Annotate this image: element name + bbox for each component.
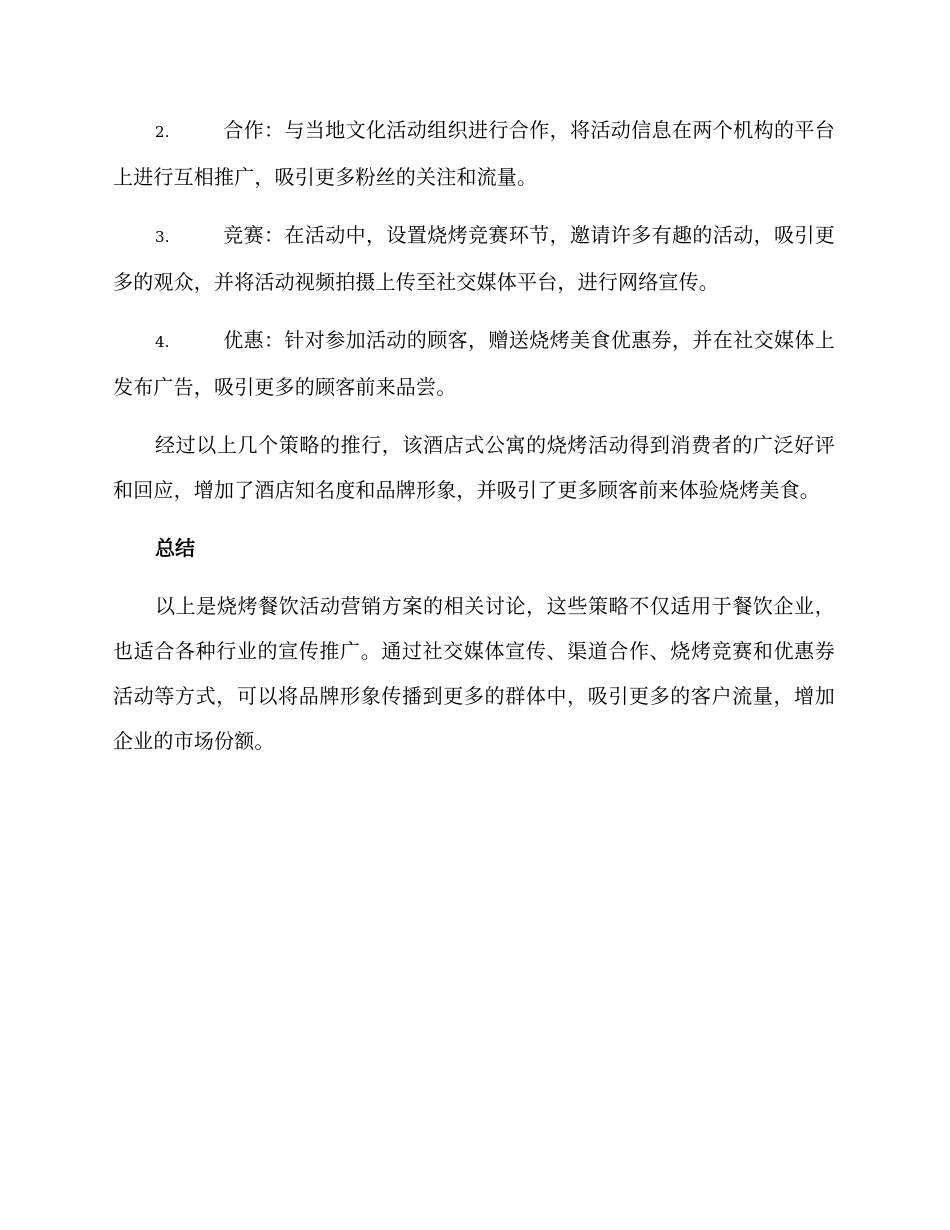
summary-heading: 总结 bbox=[155, 536, 195, 560]
list-item-cooperation bbox=[113, 108, 835, 200]
list-item-text: 合作：与当地文化活动组织进行合作，将活动信息在两个机构的平台上进行互相推广，吸引更多粉丝的关注和流量。 bbox=[113, 118, 835, 189]
document-page bbox=[113, 108, 835, 777]
summary-paragraph: 以上是烧烤餐饮活动营销方案的相关讨论，这些策略不仅适用于餐饮企业，也适合各种行业的宣传推广。通过社交媒体宣传、渠道合作、烧烤竞赛和优惠券活动等方式，可以将品牌形象传播到更多的群体中，吸引更多的客户流量，增加企业的市场份额。 bbox=[113, 594, 835, 753]
result-paragraph: 经过以上几个策略的推行，该酒店式公寓的烧烤活动得到消费者的广泛好评和回应，增加了酒店知名度和品牌形象，并吸引了更多顾客前来体验烧烤美食。 bbox=[113, 433, 835, 502]
list-item-text: 优惠：针对参加活动的顾客，赠送烧烤美食优惠券，并在社交媒体上发布广告，吸引更多的顾客前来品尝。 bbox=[113, 328, 835, 399]
list-number: 3. bbox=[155, 228, 170, 246]
list-item-text: 竞赛：在活动中，设置烧烤竞赛环节，邀请许多有趣的活动，吸引更多的观众，并将活动视频拍摄上传至社交媒体平台，进行网络宣传。 bbox=[113, 223, 835, 294]
list-item-discount bbox=[113, 318, 835, 410]
list-number: 4. bbox=[155, 333, 170, 351]
list-number: 2. bbox=[155, 123, 170, 141]
list-item-competition bbox=[113, 213, 835, 305]
